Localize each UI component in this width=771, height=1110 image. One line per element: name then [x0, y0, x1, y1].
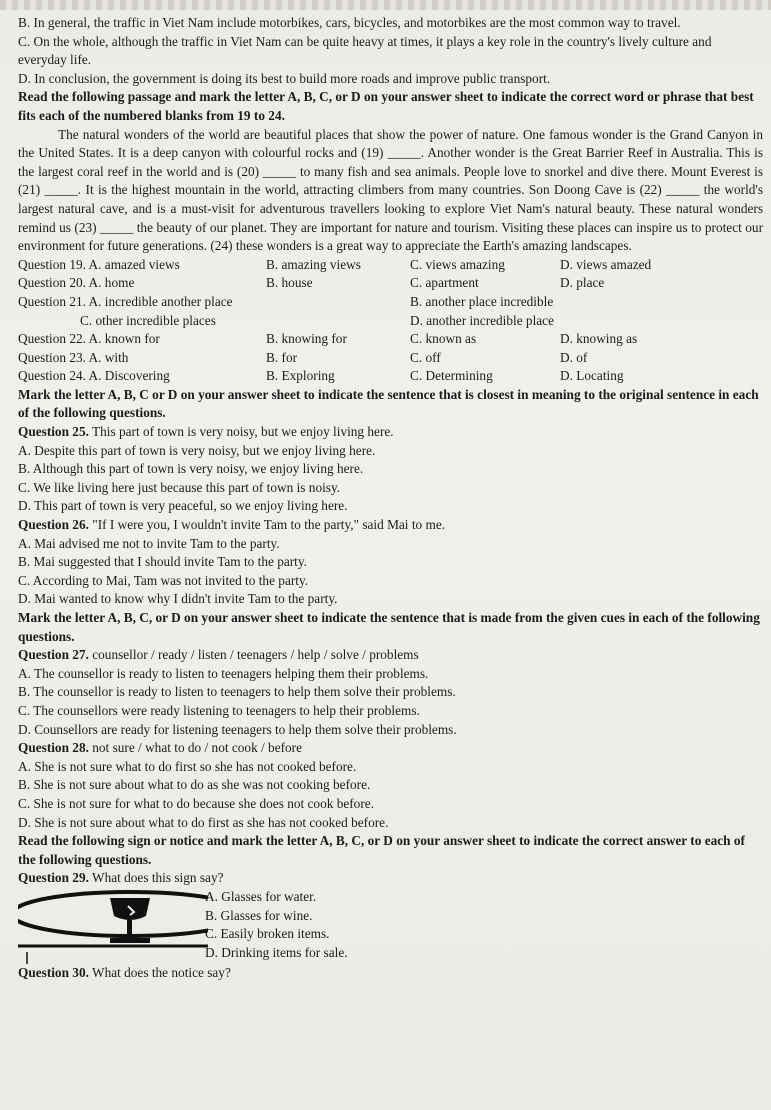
- torn-edge: [0, 0, 771, 10]
- q29-stem: [18, 869, 763, 888]
- q24-c: C. Determining: [410, 368, 493, 384]
- q29-options: [205, 888, 348, 962]
- q18-option-b: B. In general, the traffic in Viet Nam include motorbikes, cars, bicycles, and motorbikes are the most common way to travel.: [18, 15, 681, 30]
- q23-c: C. off: [410, 349, 441, 365]
- q22-c: C. known as: [410, 331, 477, 347]
- q20-b: B. house: [266, 275, 313, 291]
- q23-d: D. of: [560, 349, 588, 365]
- exam-content: [18, 14, 763, 983]
- q27-label: Question 27.: [18, 647, 89, 663]
- section4-instruction: Read the following sign or notice and mark the letter A, B, C, or D on your answer sheet to indicate the correct answer to each of the following questions.: [18, 833, 745, 867]
- q27-b: B. The counsellor is ready to listen to teenagers to help them solve their problems.: [18, 684, 456, 700]
- q30-label: Question 30.: [18, 964, 89, 980]
- q28-b: B. She is not sure about what to do as she was not cooking before.: [18, 777, 371, 793]
- q22-b: B. knowing for: [266, 331, 347, 347]
- q21-d: D. another incredible place: [410, 312, 554, 328]
- q23-b: B. for: [266, 349, 298, 365]
- q21-a: Question 21. A. incredible another place: [18, 293, 233, 309]
- q25-c: C. We like living here just because this part of town is noisy.: [18, 479, 341, 495]
- q19-b: B. amazing views: [266, 256, 361, 272]
- q20-a: Question 20. A. home: [18, 275, 135, 291]
- section2-instruction: Mark the letter A, B, C or D on your answer sheet to indicate the sentence that is closest in meaning to the original sentence in each of the following questions.: [18, 386, 759, 421]
- q27-stem: [18, 646, 763, 665]
- question-22: [18, 330, 763, 349]
- q19-a: Question 19. A. amazed views: [18, 256, 180, 272]
- q28-label: Question 28.: [18, 740, 89, 756]
- q27-text: counsellor / ready / listen / teenagers / help / solve / problems: [88, 647, 419, 663]
- q29-c: C. Easily broken items.: [205, 926, 330, 942]
- q28-d: D. She is not sure about what to do first as she has not cooked before.: [18, 814, 389, 830]
- q22-a: Question 22. A. known for: [18, 331, 160, 347]
- q29-a: A. Glasses for water.: [205, 888, 317, 904]
- q21-c: C. other incredible places: [80, 312, 216, 328]
- q21-b: B. another place incredible: [410, 293, 554, 309]
- broken-glass-icon: [18, 888, 208, 964]
- question-21-cont: [18, 312, 763, 331]
- q26-d: D. Mai wanted to know why I didn't invite Tam to the party.: [18, 591, 338, 607]
- q30-text: What does the notice say?: [88, 964, 231, 980]
- q24-b: B. Exploring: [266, 368, 335, 384]
- q24-d: D. Locating: [560, 368, 624, 384]
- q26-c: C. According to Mai, Tam was not invited to the party.: [18, 572, 309, 588]
- q25-text: This part of town is very noisy, but we enjoy living here.: [88, 424, 394, 440]
- section1-instruction: Read the following passage and mark the letter A, B, C, or D on your answer sheet to indicate the correct word or phrase that best fits each of the numbered blanks from 19 to 24.: [18, 89, 754, 123]
- q19-c: C. views amazing: [410, 256, 505, 272]
- q18-option-c: C. On the whole, although the traffic in Viet Nam can be quite heavy at times, it plays a key role in the country's lively culture and everyday life.: [18, 33, 712, 68]
- q27-c: C. The counsellors were ready listening to teenagers to help their problems.: [18, 702, 420, 718]
- q26-label: Question 26.: [18, 517, 89, 533]
- q25-a: A. Despite this part of town is very noisy, but we enjoy living here.: [18, 442, 376, 458]
- q26-stem: [18, 516, 763, 535]
- q30-stem: [18, 964, 763, 983]
- q23-a: Question 23. A. with: [18, 349, 129, 365]
- q27-d: D. Counsellors are ready for listening teenagers to help them solve their problems.: [18, 721, 457, 737]
- q28-a: A. She is not sure what to do first so she has not cooked before.: [18, 758, 357, 774]
- question-21: [18, 293, 763, 312]
- q26-b: B. Mai suggested that I should invite Tam to the party.: [18, 554, 307, 570]
- question-20: [18, 274, 763, 293]
- question-19: [18, 256, 763, 275]
- q29-d: D. Drinking items for sale.: [205, 944, 348, 960]
- q20-c: C. apartment: [410, 275, 479, 291]
- q29-text: What does this sign say?: [88, 870, 224, 886]
- passage: The natural wonders of the world are beautiful places that show the power of nature. One famous wonder is the Grand Canyon in the United States. It is a deep canyon with colourful rocks and (19) _____. Another wonder is the Great Barrier Reef in Australia. This is the largest coral reef in the world and is (20) _____ to many fish and sea animals. People love to snorkel and dive there. Mount Everest is (21) _____. It is the highest mountain in the world, attracting climbers from many countries. Son Doong Cave is (22) _____ the world's largest natural cave, and is a must-visit for adventurous travellers looking to explore Viet Nam's natural beauty. These natural wonders remind us (23) _____ the beauty of our planet. They are important for nature and tourism. Visiting these places can inspire us to protect our environment for future generations. (24) these wonders is a great way to appreciate the Earth's amazing landscapes.: [18, 126, 763, 254]
- q25-d: D. This part of town is very peaceful, so we enjoy living here.: [18, 498, 348, 514]
- q27-a: A. The counsellor is ready to listen to teenagers helping them their problems.: [18, 665, 429, 681]
- q28-stem: [18, 739, 763, 758]
- q24-a: Question 24. A. Discovering: [18, 368, 170, 384]
- q25-stem: [18, 423, 763, 442]
- q26-text: "If I were you, I wouldn't invite Tam to the party," said Mai to me.: [88, 517, 446, 533]
- q28-c: C. She is not sure for what to do because she does not cook before.: [18, 795, 374, 811]
- q18-option-d: D. In conclusion, the government is doing its best to build more roads and improve public transport.: [18, 70, 551, 86]
- section3-instruction: Mark the letter A, B, C, or D on your answer sheet to indicate the sentence that is made from the given cues in each of the following questions.: [18, 610, 760, 644]
- q25-label: Question 25.: [18, 424, 89, 440]
- question-23: [18, 349, 763, 368]
- q22-d: D. knowing as: [560, 331, 638, 347]
- q29-b: B. Glasses for wine.: [205, 907, 313, 923]
- q28-text: not sure / what to do / not cook / before: [88, 740, 303, 756]
- q26-a: A. Mai advised me not to invite Tam to the party.: [18, 535, 280, 551]
- q19-d: D. views amazed: [560, 256, 652, 272]
- sign-row: [18, 888, 763, 964]
- q20-d: D. place: [560, 275, 605, 291]
- q25-b: B. Although this part of town is very noisy, we enjoy living here.: [18, 461, 364, 477]
- question-24: [18, 367, 763, 386]
- q29-label: Question 29.: [18, 870, 89, 886]
